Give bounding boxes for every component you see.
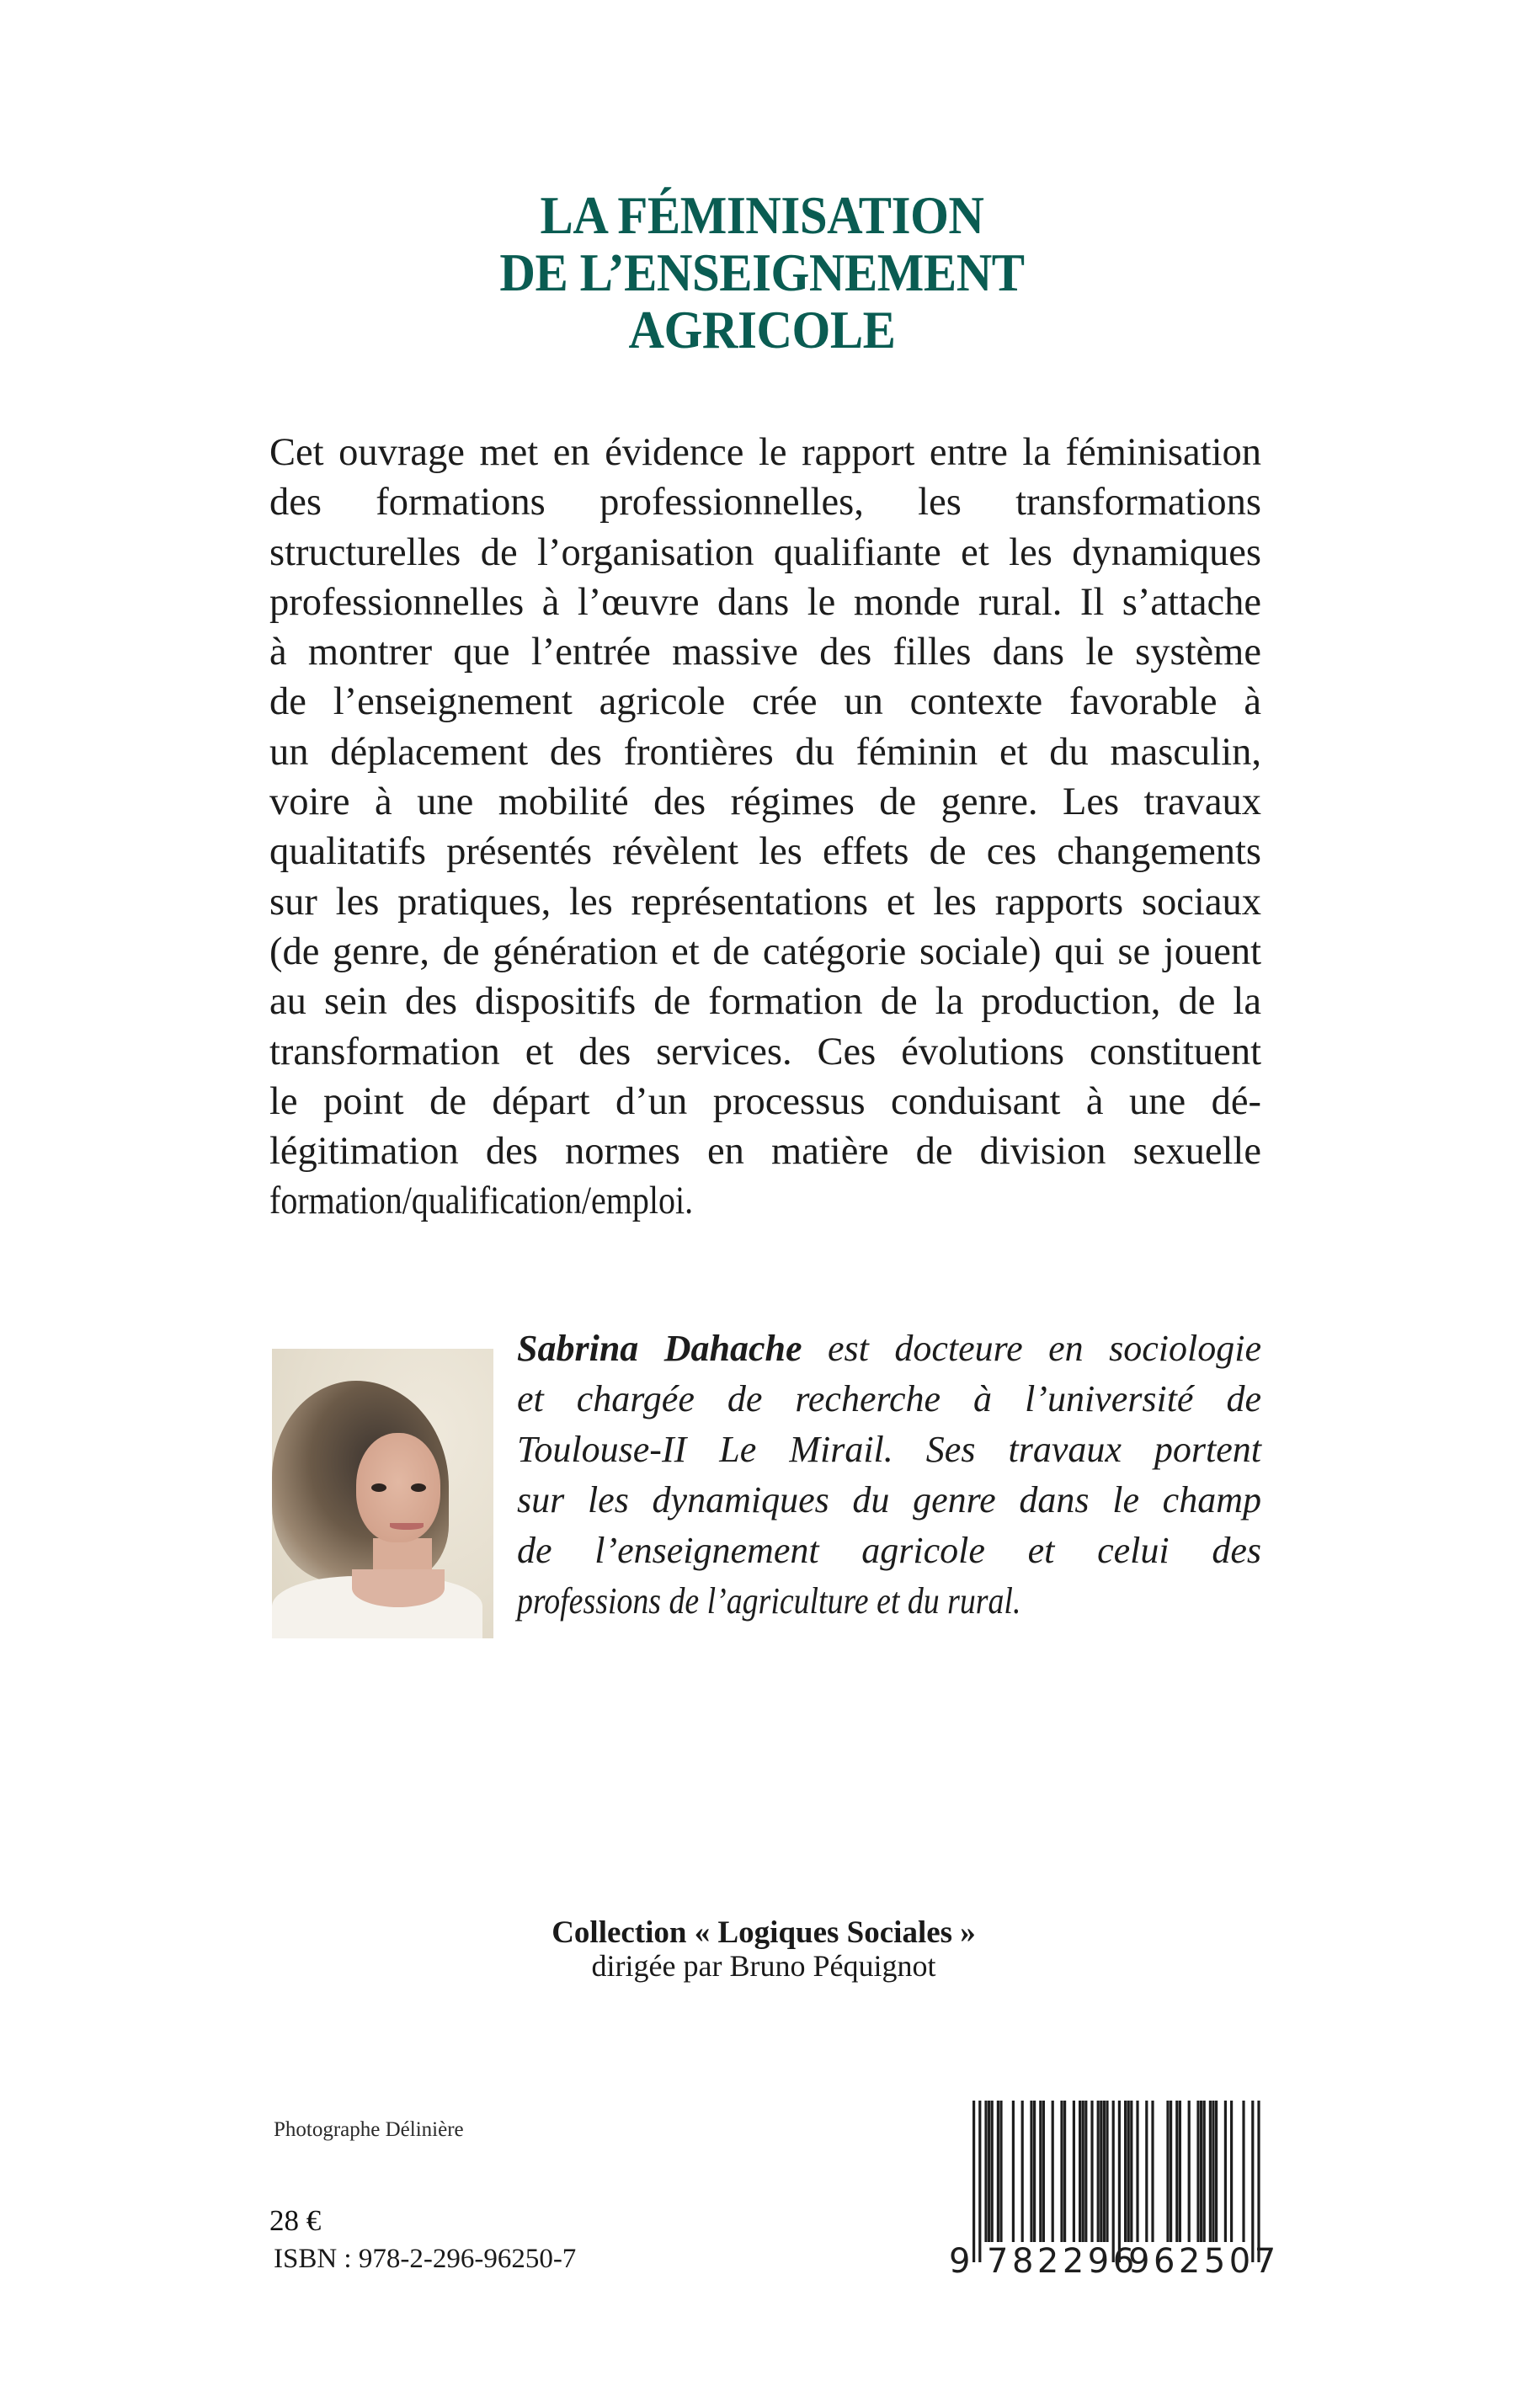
author-name: Sabrina Dahache bbox=[517, 1328, 802, 1369]
bio-first-line-rest: est docteure en sociologie bbox=[802, 1328, 1261, 1369]
bio-line: de l’enseignement agricole et celui des bbox=[517, 1530, 1261, 1571]
blurb-line: de l’enseignement agricole crée un contexte favorable à bbox=[269, 680, 1261, 724]
title-line-2: DE L’ENSEIGNEMENT AGRICOLE bbox=[499, 242, 1025, 359]
blurb-line: Cet ouvrage met en évidence le rapport entre la féminisation bbox=[269, 431, 1261, 474]
bio-line: professions de l’agriculture et du rural. bbox=[517, 1580, 1021, 1622]
photo-neckline bbox=[352, 1569, 445, 1607]
blurb-line: formation/qualification/emploi. bbox=[269, 1180, 694, 1223]
title-line-1: LA FÉMINISATION bbox=[540, 185, 984, 245]
photo-eye bbox=[371, 1483, 386, 1492]
barcode-digits-left: 782296 bbox=[987, 2242, 1138, 2281]
bio-line: Toulouse-II Le Mirail. Ses travaux portent bbox=[517, 1429, 1261, 1470]
blurb-line: voire à une mobilité des régimes de genre. Les travaux bbox=[269, 780, 1261, 824]
blurb-line: structurelles de l’organisation qualifiante et les dynamiques bbox=[269, 530, 1261, 574]
barcode-digits-right: 962507 bbox=[1128, 2242, 1280, 2281]
blurb-line: à montrer que l’entrée massive des filles dans le système bbox=[269, 631, 1261, 674]
bio-line: sur les dynamiques du genre dans le champ bbox=[517, 1479, 1261, 1521]
photo-credit: Photographe Délinière bbox=[274, 2118, 464, 2141]
blurb-line: transformation et des services. Ces évolutions constituent bbox=[269, 1030, 1261, 1073]
barcode-digit-first: 9 bbox=[949, 2242, 972, 2281]
price: 28 € bbox=[269, 2204, 322, 2237]
bio-line bbox=[517, 1323, 1261, 1374]
author-bio bbox=[517, 1323, 1261, 1627]
collection-director: dirigée par Bruno Péquignot bbox=[591, 1949, 936, 1983]
isbn: ISBN : 978-2-296-96250-7 bbox=[274, 2244, 577, 2274]
blurb-line: légitimation des normes en matière de division sexuelle bbox=[269, 1130, 1261, 1174]
blurb-line: sur les pratiques, les représentations et les rapports sociaux bbox=[269, 880, 1261, 924]
collection-name: Collection « Logiques Sociales » bbox=[552, 1915, 976, 1950]
bio-line: et chargée de recherche à l’université de bbox=[517, 1378, 1261, 1419]
blurb-line: (de genre, de génération et de catégorie sociale) qui se jouent bbox=[269, 929, 1261, 973]
photo-mouth bbox=[390, 1523, 424, 1530]
blurb-line: le point de départ d’un processus conduisant à une dé- bbox=[269, 1079, 1261, 1123]
blurb-line: au sein des dispositifs de formation de la production, de la bbox=[269, 980, 1261, 1024]
book-title bbox=[61, 187, 1478, 359]
blurb-line: un déplacement des frontières du féminin et du masculin, bbox=[269, 730, 1261, 774]
photo-eye bbox=[411, 1483, 426, 1492]
collection-info bbox=[0, 1916, 1527, 1982]
book-blurb bbox=[269, 428, 1261, 1227]
author-photo bbox=[272, 1349, 493, 1638]
blurb-line: des formations professionnelles, les transformations bbox=[269, 481, 1261, 525]
blurb-line: qualitatifs présentés révèlent les effets de ces changements bbox=[269, 830, 1261, 874]
blurb-line: professionnelles à l’œuvre dans le monde rural. Il s’attache bbox=[269, 580, 1261, 624]
